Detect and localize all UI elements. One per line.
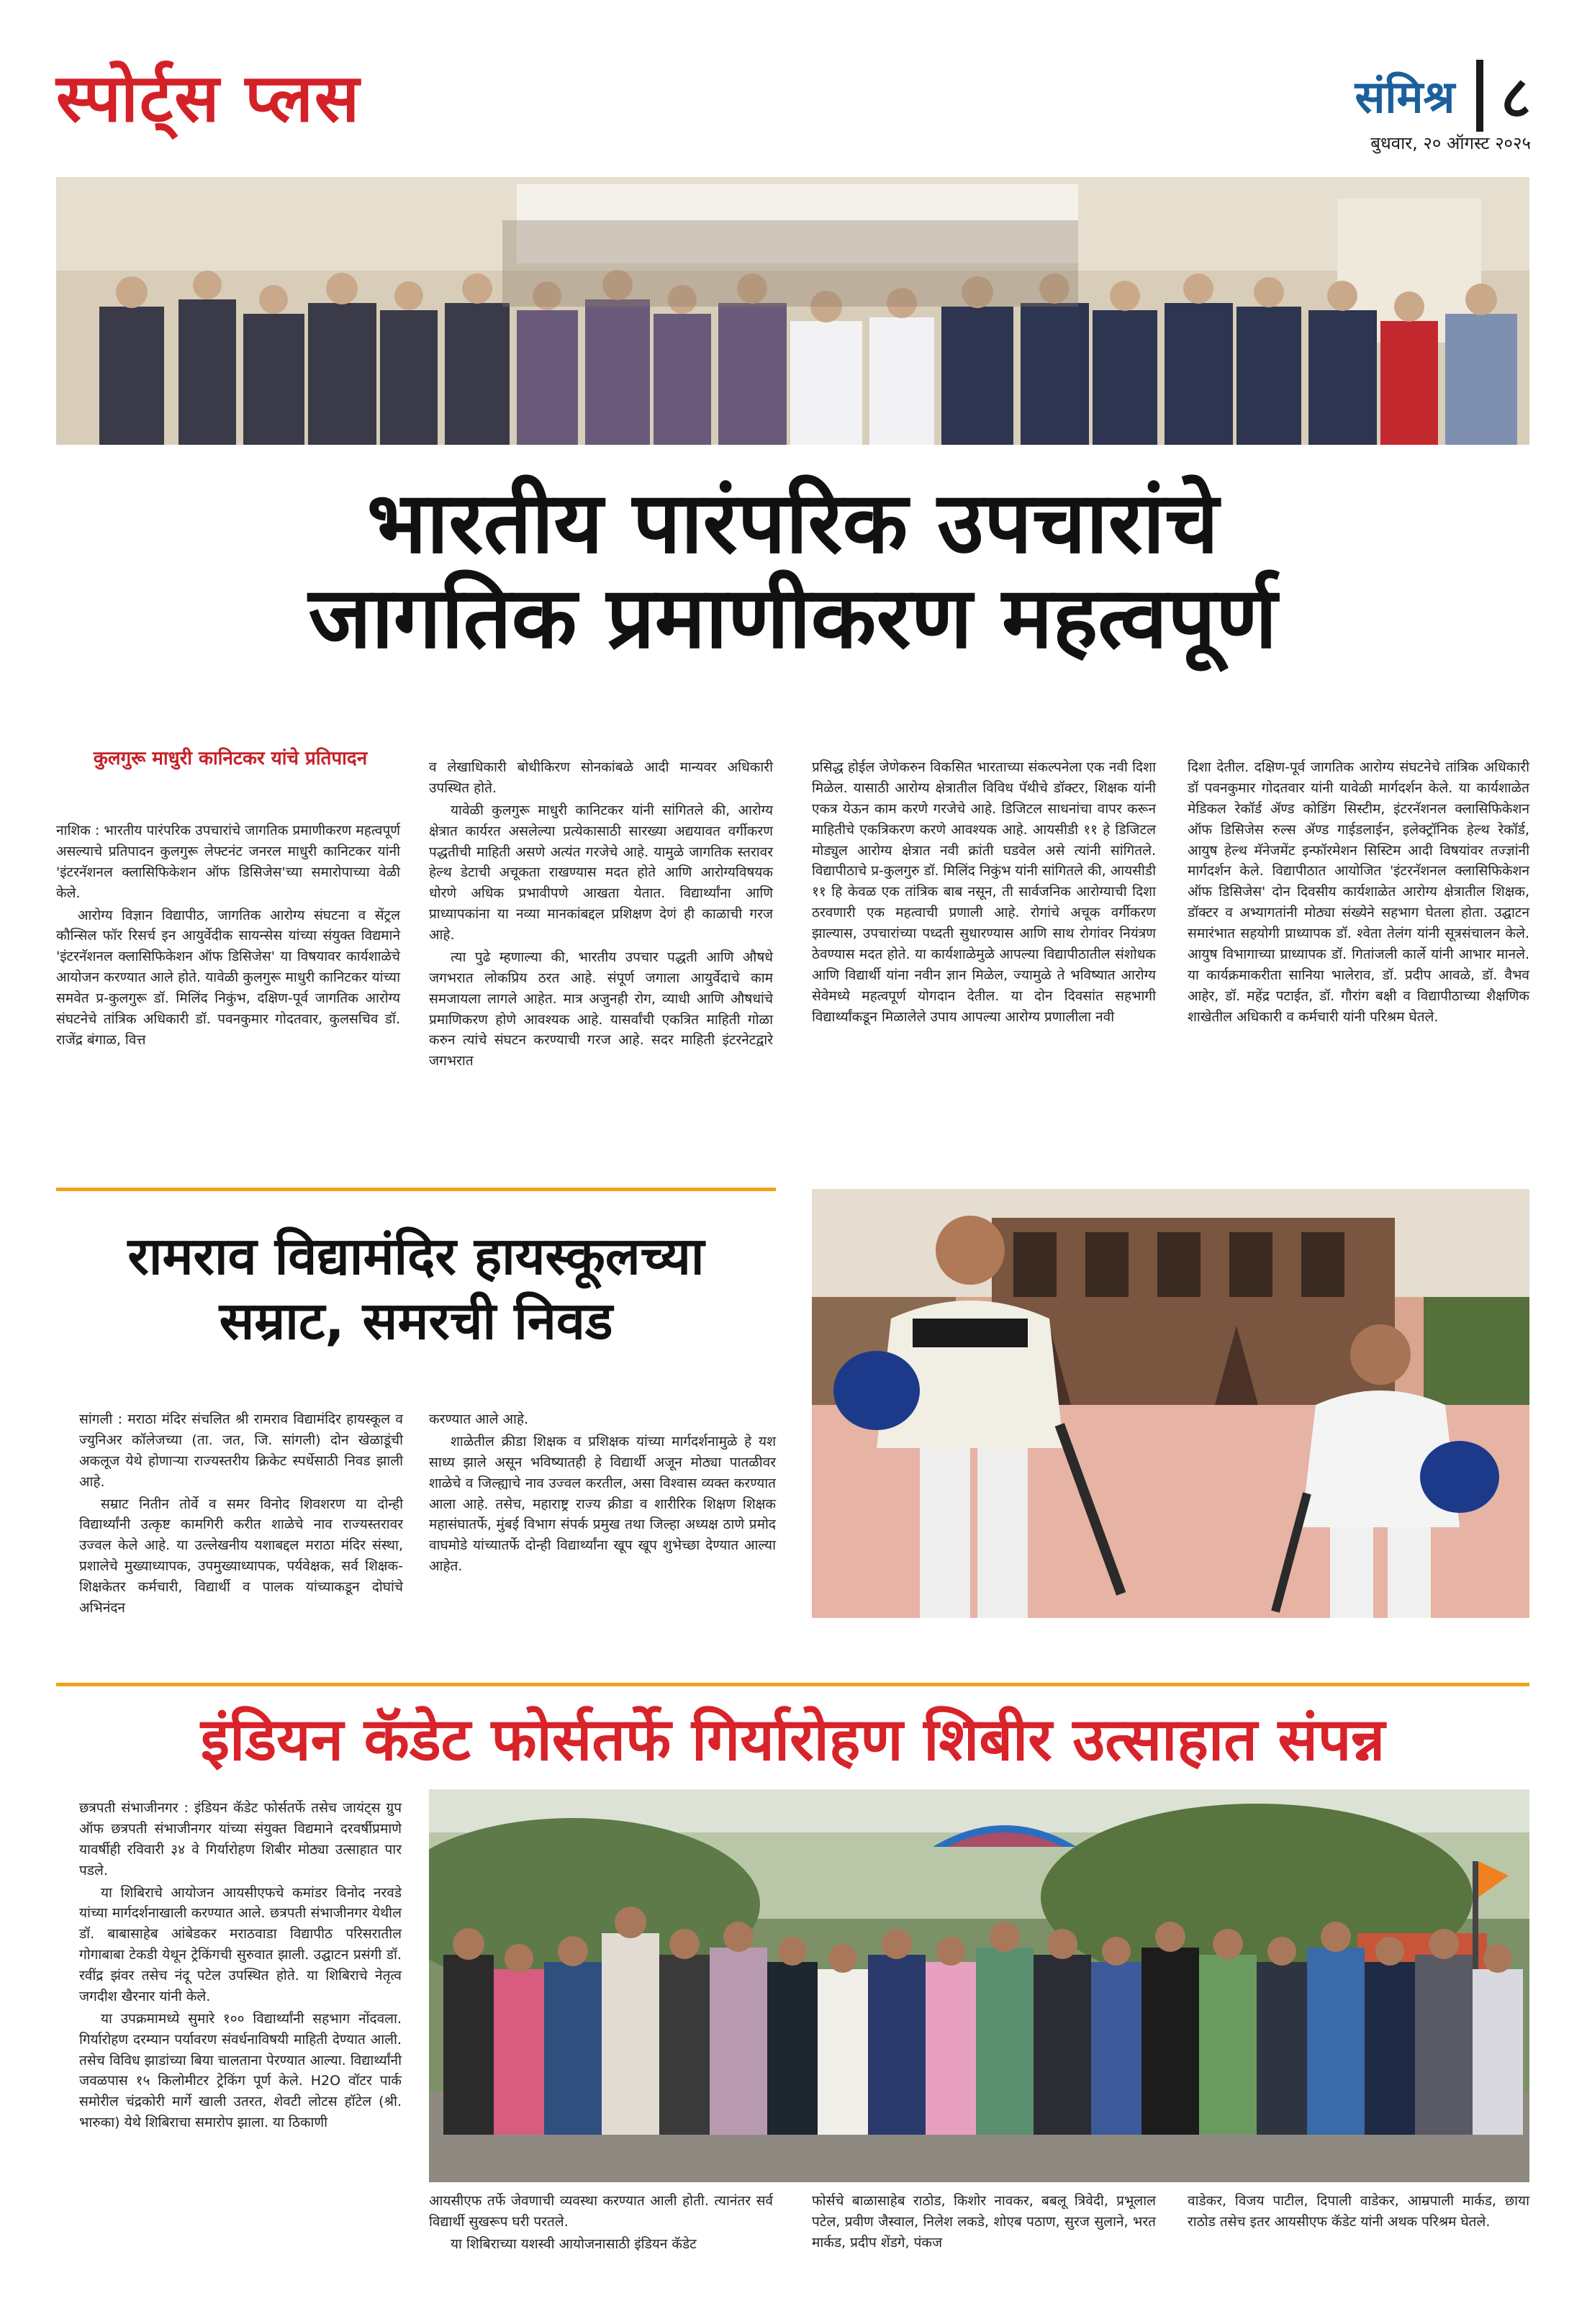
paragraph: दिशा देतील. दक्षिण-पूर्व जागतिक आरोग्य संघटनेचे तांत्रिक अधिकारी डॉ पवनकुमार गोदतवार यांनी यावेळी मार्गदर्शन केले. या कार्यशाळेत मेडिकल रेकॉर्ड ॲण्ड कोडिंग सिस्टीम, इंटरनॅशनल क्लासिफिकेशन ऑफ डिसिजेस रुल्स ॲण्ड गाईडलाईन, इलेक्ट्रॉनिक हेल्थ रेकॉर्ड, आयुष हेल्थ मॅनेजमेंट इन्फॉरमेशन सिस्टिम आदी विषयांवर तज्ज्ञांनी मार्गदर्शन केले. विद्यापीठात आयोजित 'इंटरनॅशनल क्लासिफिकेशन ऑफ डिसिजेस' दोन दिवसीय कार्यशाळेत आरोग्य क्षेत्रातील शिक्षक, डॉक्टर व अभ्यागतांनी मोठ्या संख्येने सहभाग घेतला होता. उद्घाटन समारंभात सहयोगी प्राध्यापक डॉ. श्वेता तेलंग यांनी सूत्रसंचालन केले. आयुष विभागाच्या प्राध्यापक डॉ. गितांजली कार्ले यांनी आभार मानले. या कार्यक्रमाकरीता सानिया भालेराव, डॉ. प्रदीप आवळे, डॉ. वैभव आहेर, डॉ. महेंद्र पटाईत, डॉ. गौरांग बक्षी व विद्यापीठाच्या शैक्षणिक शाखेतील अधिकारी व कर्मचारी यांनी परिश्रम घेतले. bbox=[1188, 759, 1529, 1025]
paragraph: व लेखाधिकारी बोधीकिरण सोनकांबळे आदी मान्यवर अधिकारी उपस्थित होते. bbox=[429, 759, 773, 796]
paragraph: सांगली : मराठा मंदिर संचलित श्री रामराव विद्यामंदिर हायस्कूल व ज्युनिअर कॉलेजच्या (ता. जत, जि. सांगली) दोन खेळाडूंची अकलूज येथे होणाऱ्या राज्यस्तरीय क्रिकेट स्पर्धेसाठी निवड झाली आहे. bbox=[79, 1411, 403, 1490]
paragraph: या उपक्रमामध्ये सुमारे १०० विद्यार्थ्यांनी सहभाग नोंदवला. गिर्यारोहण दरम्यान पर्यावरण संवर्धनाविषयी माहिती देण्यात आली. तसेच विविध झाडांच्या बिया चालताना पेरण्यात आल्या. विद्यार्थ्यांनी जवळपास १५ किलोमीटर ट्रेकिंग पूर्ण केले. H2O वॉटर पार्क समोरील चंद्रकोरी मार्गे खाली उतरत, शेवटी लोटस हॉटेल (श्री. भारुका) येथे शिबिराचा समारोप झाला. या ठिकाणी bbox=[79, 2010, 402, 2131]
story3-column-1 bbox=[79, 1798, 402, 2135]
story2-column-2 bbox=[429, 1409, 776, 1578]
story1-column-1 bbox=[56, 820, 400, 1052]
trekking-group-photo bbox=[429, 1789, 1529, 2182]
paragraph: छत्रपती संभाजीनगर : इंडियन कॅडेट फोर्सतर्फे तसेच जायंट्स ग्रुप ऑफ छत्रपती संभाजीनगर यांच्या संयुक्त विद्यमाने दरवर्षीप्रमाणे यावर्षीही रविवारी ३४ वे गिर्यारोहण शिबीर मोठ्या उत्साहात पार पडले. bbox=[79, 1800, 402, 1878]
paragraph: सम्राट नितीन तोर्वे व समर विनोद शिवशरण या दोन्ही विद्यार्थ्यांनी उत्कृष्ट कामगिरी करीत शाळेचे नाव राज्यस्तरावर उज्वल केले आहे. या उल्लेखनीय यशाबद्दल मराठा मंदिर संस्था, प्रशालेचे मुख्याध्यापक, उपमुख्याध्यापक, पर्यवेक्षक, सर्व शिक्षक-शिक्षकेतर कर्मचारी, विद्यार्थी व पालक यांच्याकडून दोघांचे अभिनंदन bbox=[79, 1496, 403, 1616]
divider bbox=[1476, 60, 1483, 132]
paragraph: वाडेकर, विजय पाटील, दिपाली वाडेकर, आम्रपाली मार्कड, छाया राठोड तसेच इतर आयसीएफ कॅडेट यांनी अथक परिश्रम घेतले. bbox=[1188, 2193, 1529, 2230]
story3-column-2 bbox=[429, 2191, 773, 2256]
issue-date: बुधवार, २० ऑगस्ट २०२५ bbox=[1370, 133, 1531, 153]
paragraph: आरोग्य विज्ञान विद्यापीठ, जागतिक आरोग्य संघटना व सेंट्रल कौन्सिल फॉर रिसर्च इन आयुर्वेदीक सायन्सेस यांच्या संयुक्त विद्यमाने 'इंटरनॅशनल क्लासिफिकेशन ऑफ डिसिजेस' या विषयावर कार्यशाळेचे आयोजन करण्यात आले होते. यावेळी कुलगुरू माधुरी कानिटकर यांच्या समवेत प्र-कुलगुरू डॉ. मिलिंद निकुंभ, दक्षिण-पूर्व जागतिक आरोग्य संघटनेचे तांत्रिक अधिकारी डॉ. पवनकुमार गोदतवार, कुलसचिव डॉ. राजेंद्र बंगाळ, वित्त bbox=[56, 907, 400, 1048]
story1-column-3 bbox=[812, 757, 1156, 1028]
story3-headline: इंडियन कॅडेट फोर्सतर्फे गिर्यारोहण शिबीर उत्साहात संपन्न bbox=[200, 1706, 1385, 1774]
paragraph: फोर्सचे बाळासाहेब राठोड, किशोर नावकर, बबलू त्रिवेदी, प्रभूलाल पटेल, प्रवीण जैस्वाल, निलेश लकडे, शोएब पठाण, सुरज सुलाने, भरत मार्कड, प्रदीप शेंडगे, पंकज bbox=[812, 2193, 1156, 2251]
story1-headline bbox=[56, 473, 1529, 668]
paragraph: आयसीएफ तर्फे जेवणाची व्यवस्था करण्यात आली होती. त्यानंतर सर्व विद्यार्थी सुखरूप घरी परतले. bbox=[429, 2193, 773, 2230]
story1-subhead: कुलगुरू माधुरी कानिटकर यांचे प्रतिपादन bbox=[93, 748, 368, 769]
cricketers-photo bbox=[812, 1189, 1529, 1618]
story1-column-4 bbox=[1188, 757, 1529, 1028]
paragraph: त्या पुढे म्हणाल्या की, भारतीय उपचार पद्धती आणि औषधे जगभरात लोकप्रिय ठरत आहे. संपूर्ण जगाला आयुर्वेदाचे काम समजायला लागले आहेत. मात्र अजुनही रोग, व्याधी आणि औषधांचे प्रमाणिकरण होणे आवश्यक आहे. यासर्वांची एकत्रित माहिती गोळा करुन त्यांचे संघटन करण्याची गरज आहे. सदर माहिती इंटरनेटद्वारे जगभरात bbox=[429, 949, 773, 1070]
masthead bbox=[0, 0, 1587, 166]
page-number: ८ bbox=[1501, 64, 1531, 131]
story2-headline bbox=[56, 1224, 776, 1353]
story3-column-4 bbox=[1188, 2191, 1529, 2234]
section-name: संमिश्र bbox=[1355, 70, 1455, 123]
paragraph: नाशिक : भारतीय पारंपरिक उपचारांचे जागतिक प्रमाणीकरण महत्वपूर्ण असल्याचे प्रतिपादन कुलगुरू लेफ्टनंट जनरल माधुरी कानिटकर यांनी 'इंटरनॅशनल क्लासिफिकेशन ऑफ डिसिजेस'च्या समारोपाच्या वेळी केले. bbox=[56, 823, 400, 901]
story2-column-1 bbox=[79, 1409, 403, 1620]
section-divider bbox=[56, 1683, 1529, 1686]
section-label bbox=[1355, 56, 1531, 135]
story2-headline-line1: रामराव विद्यामंदिर हायस्कूलच्या bbox=[127, 1226, 705, 1286]
paragraph: या शिबिराच्या यशस्वी आयोजनासाठी इंडियन कॅडेट bbox=[451, 2235, 697, 2252]
story2-headline-line2: सम्राट, समरची निवड bbox=[219, 1290, 613, 1351]
story1-headline-line1: भारतीय पारंपरिक उपचारांचे bbox=[366, 473, 1219, 572]
group-photo bbox=[56, 177, 1529, 445]
paragraph: प्रसिद्ध होईल जेणेकरुन विकसित भारताच्या संकल्पनेला एक नवी दिशा मिळेल. यासाठी आरोग्य क्षेत्रातील विविध पॅथीचे डॉक्टर, शिक्षक यांनी एकत्र येऊन काम करणे गरजेचे आहे. डिजिटल साधनांचा वापर करून माहितीचे एकत्रिकरण करणे आवश्यक आहे. आयसीडी ११ हे डिजिटल मोड्युल आरोग्य क्षेत्रात नवी क्रांती घडवेल असे त्यांनी सांगितले. विद्यापीठाचे प्र-कुलगुरु डॉ. मिलिंद निकुंभ यांनी सांगितले की, आयसीडी ११ हि केवळ एक तांत्रिक बाब नसून, ती सार्वजनिक आरोग्याची दिशा ठरवणारी एक महत्वाची प्रणाली आहे. रोगांचे अचूक वर्गीकरण झाल्यास, उपचारांच्या पध्दती सुधारण्यास आणि साथ रोगांवर नियंत्रण ठेवण्यास मदत होते. या कार्यशाळेमुळे आपल्या विद्यापीठातील संशोधक आणि विद्यार्थी यांना नवीन ज्ञान मिळेल, ज्यामुळे ते भविष्यात आरोग्य सेवेमध्ये महत्वपूर्ण योगदान देतील. या दोन दिवसांत सहभागी विद्यार्थ्यांकडून मिळालेले उपाय आपल्या आरोग्य प्रणालीला नवी bbox=[812, 759, 1156, 1025]
paragraph: यावेळी कुलगुरू माधुरी कानिटकर यांनी सांगितले की, आरोग्य क्षेत्रात कार्यरत असलेल्या प्रत्येकासाठी सारख्या अद्ययावत वर्गीकरण पद्धतीची माहिती असणे अत्यंत गरजेचे आहे. यामुळे जागतिक स्तरावर हेल्थ डेटाची अचूकता राखण्यास मदत होते आणि आरोग्यविषयक धोरणे अधिक प्रभावीपणे आखता येतात. विद्यार्थ्यांना आणि प्राध्यापकांना या नव्या मानकांबद्दल प्रशिक्षण देणं ही काळाची गरज आहे. bbox=[429, 802, 773, 943]
paragraph: शाळेतील क्रीडा शिक्षक व प्रशिक्षक यांच्या मार्गदर्शनामुळे हे यश साध्य झाले असून भविष्यातही हे विद्यार्थी अजून मोठ्या पातळीवर शाळेचे व जिल्ह्याचे नाव उज्वल करतील, असा विश्वास व्यक्त करण्यात आला आहे. तसेच, महाराष्ट्र राज्य क्रीडा व शारीरिक शिक्षण शिक्षक महासंघातर्फे, मुंबई विभाग संपर्क प्रमुख तथा जिल्हा अध्यक्ष ठाणे प्रमोद वाघमोडे यांच्यातर्फे दोन्ही विद्यार्थ्यांना खूप खूप शुभेच्छा देण्यात आल्या आहेत. bbox=[429, 1433, 776, 1575]
paragraph: करण्यात आले आहे. bbox=[429, 1411, 529, 1427]
section-divider bbox=[56, 1188, 776, 1191]
story1-column-2 bbox=[429, 757, 773, 1073]
newspaper-title: स्पोर्ट्स प्लस bbox=[56, 60, 361, 137]
story3-column-3 bbox=[812, 2191, 1156, 2255]
story1-headline-line2: जागतिक प्रमाणीकरण महत्वपूर्ण bbox=[308, 568, 1278, 668]
paragraph: या शिबिराचे आयोजन आयसीएफचे कमांडर विनोद नरवडे यांच्या मार्गदर्शनाखाली करण्यात आले. छत्रपती संभाजीनगर येथील डॉ. बाबासाहेब आंबेडकर मराठवाडा विद्यापीठ परिसरातील गोगाबाबा टेकडी येथून ट्रेकिंगची सुरुवात झाली. उद्घाटन प्रसंगी डॉ. रवींद्र झंवर तसेच नंदू पटेल उपस्थित होते. या शिबिराचे नेतृत्व जगदीश खैरनार यांनी केले. bbox=[79, 1884, 402, 2004]
